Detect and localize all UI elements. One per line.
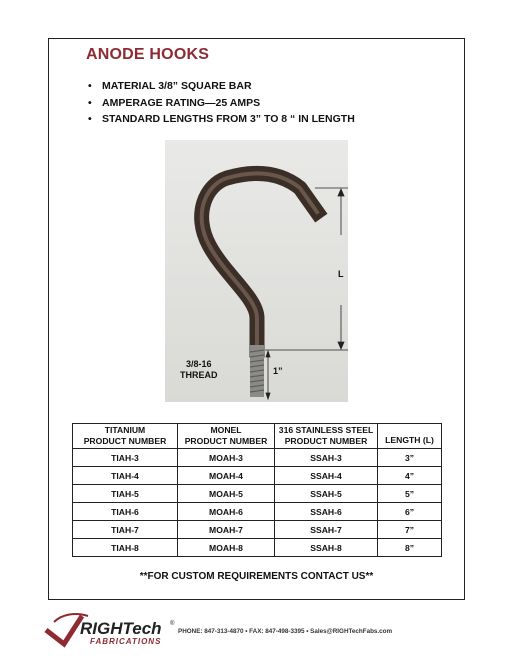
table-cell: 3” bbox=[378, 449, 442, 467]
page-title: ANODE HOOKS bbox=[86, 46, 210, 63]
feature-list bbox=[88, 78, 355, 128]
table-row bbox=[73, 467, 442, 485]
product-table bbox=[72, 423, 442, 557]
thread-spec: 3/8-16 bbox=[185, 359, 212, 369]
table-cell: 6” bbox=[378, 503, 442, 521]
table-cell: TIAH-7 bbox=[73, 521, 178, 539]
table-cell: TIAH-5 bbox=[73, 485, 178, 503]
table-row bbox=[73, 539, 442, 557]
table-row bbox=[73, 503, 442, 521]
thread-word: THREAD bbox=[180, 370, 218, 380]
custom-requirements-note: **FOR CUSTOM REQUIREMENTS CONTACT US** bbox=[139, 571, 374, 582]
thread-length-label: 1” bbox=[273, 366, 283, 376]
table-cell: MOAH-5 bbox=[178, 485, 275, 503]
thread-label bbox=[180, 359, 218, 381]
table-cell: SSAH-7 bbox=[275, 521, 378, 539]
contact-info: PHONE: 847-313-4870 • FAX: 847-498-3395 • Sales@RIGHTechFabs.com bbox=[178, 628, 393, 635]
table-header-row bbox=[73, 424, 442, 449]
length-label: L bbox=[338, 269, 344, 279]
rightech-logo bbox=[42, 610, 182, 648]
table-row bbox=[73, 449, 442, 467]
header-length: LENGTH (L) bbox=[378, 424, 442, 449]
table-cell: MOAH-6 bbox=[178, 503, 275, 521]
table-cell: TIAH-3 bbox=[73, 449, 178, 467]
table-cell: SSAH-4 bbox=[275, 467, 378, 485]
table-cell: 4” bbox=[378, 467, 442, 485]
header-stainless: 316 STAINLESS STEEL PRODUCT NUMBER bbox=[275, 424, 378, 449]
table-cell: 5” bbox=[378, 485, 442, 503]
table-cell: MOAH-8 bbox=[178, 539, 275, 557]
table-cell: MOAH-4 bbox=[178, 467, 275, 485]
table-cell: MOAH-7 bbox=[178, 521, 275, 539]
table-row bbox=[73, 485, 442, 503]
table-cell: 8” bbox=[378, 539, 442, 557]
table-cell: TIAH-6 bbox=[73, 503, 178, 521]
table-row bbox=[73, 521, 442, 539]
feature-material: • MATERIAL 3/8” SQUARE BAR bbox=[88, 78, 355, 95]
header-titanium: TITANIUM PRODUCT NUMBER bbox=[73, 424, 178, 449]
table-cell: SSAH-6 bbox=[275, 503, 378, 521]
table-cell: SSAH-3 bbox=[275, 449, 378, 467]
logo-brand-text: RIGHTech bbox=[80, 619, 162, 638]
table-cell: SSAH-8 bbox=[275, 539, 378, 557]
feature-lengths: • STANDARD LENGTHS FROM 3” TO 8 “ IN LENGTH bbox=[88, 111, 355, 128]
header-monel: MONEL PRODUCT NUMBER bbox=[178, 424, 275, 449]
table-cell: 7” bbox=[378, 521, 442, 539]
table-cell: MOAH-3 bbox=[178, 449, 275, 467]
logo-sub-text: FABRICATIONS bbox=[90, 637, 162, 646]
table-cell: TIAH-4 bbox=[73, 467, 178, 485]
table-cell: SSAH-5 bbox=[275, 485, 378, 503]
table-cell: TIAH-8 bbox=[73, 539, 178, 557]
registered-mark: ® bbox=[170, 621, 175, 627]
feature-amperage: • AMPERAGE RATING—25 AMPS bbox=[88, 95, 355, 112]
